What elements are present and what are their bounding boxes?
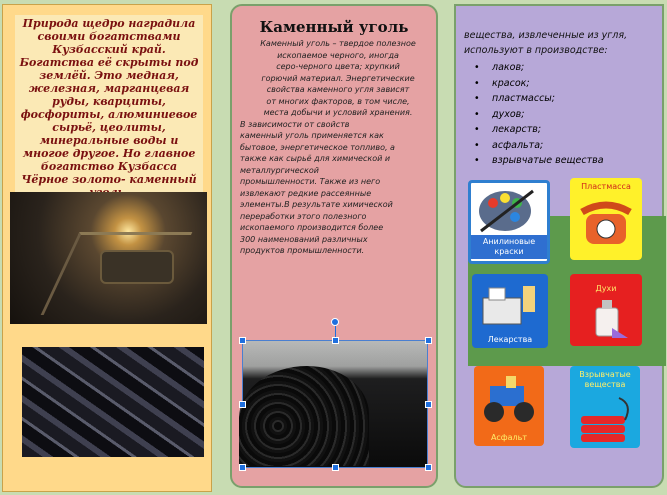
coal-line: бытовое, энергетическое топливо, а: [240, 142, 395, 152]
list-item: • асфальта;: [462, 138, 604, 154]
coal-line: Каменный уголь – твердое полезное: [260, 39, 416, 48]
list-item: • духов;: [462, 107, 604, 123]
products-intro: вещества, извлеченные из угля, используют в производстве:: [464, 30, 628, 56]
coal-closeup-photo: [22, 347, 204, 457]
list-item: • лаков;: [462, 60, 604, 76]
tile-plastic-label: Пластмасса: [581, 182, 631, 191]
resize-handle-right[interactable]: [425, 401, 432, 408]
tile-asphalt-label: Асфальт: [490, 433, 528, 442]
coal-line: продуктов промышленности.: [240, 246, 365, 255]
coal-line: также как сырьё для химической и: [240, 154, 391, 163]
coal-line: свойства каменного угля зависят: [266, 85, 410, 94]
perfume-bottle-icon: [576, 294, 636, 344]
kuzbass-intro-text: Природа щедро наградила своими богатствами Кузбасский край. Богатства её скрыты под землёй. Это медная, железная, марганцевая руды, кварциты, фосфориты, алюминиевое сырьё, цеолиты, минеральные воды и многое другое. Но главное богатство Кузбасса Чёрное золото- каменный: [15, 15, 203, 201]
panel-products: [454, 4, 664, 488]
tile-aniline-paints: [468, 180, 550, 264]
tile-medicines-label: Лекарства: [487, 335, 533, 344]
coal-line: элементы.В результате химической: [240, 200, 393, 209]
coal-mound: [239, 366, 369, 466]
products-list: [462, 60, 604, 169]
tile-perfume-label: Духи: [595, 284, 617, 293]
coal-line: переработки этого полезного: [240, 211, 367, 221]
list-item: • красок;: [462, 76, 604, 92]
coal-line: ископаемое черного, иногда: [277, 50, 399, 60]
mine-photo: [10, 192, 207, 324]
mining-machine: [100, 250, 174, 284]
coal-line: 300 наименований различных: [240, 234, 368, 244]
coal-line: В зависимости от свойств: [240, 119, 350, 129]
panel-coal: [230, 4, 438, 488]
dynamite-icon: [575, 394, 635, 444]
resize-handle-bottom-right[interactable]: [425, 464, 432, 471]
coal-line: извлекают редкие рассеянные: [240, 188, 372, 198]
road-roller-icon: [476, 370, 542, 430]
tile-explosives: [570, 366, 640, 448]
resize-handle-top[interactable]: [332, 337, 339, 344]
coal-line: серо-черного цвета; хрупкий: [276, 62, 400, 71]
coal-description: [240, 38, 436, 257]
list-item: • взрывчатые вещества: [462, 153, 604, 169]
tile-asphalt: [474, 366, 544, 446]
resize-handle-bottom-left[interactable]: [239, 464, 246, 471]
list-item: • пластмассы;: [462, 91, 604, 107]
tile-plastic: [570, 178, 642, 260]
list-item: • лекарств;: [462, 122, 604, 138]
coal-line: от многих факторов, в том числе,: [266, 96, 410, 106]
resize-handle-top-right[interactable]: [425, 337, 432, 344]
rotate-handle[interactable]: [331, 318, 339, 326]
tile-aniline-label: Анилиновые краски: [471, 235, 547, 259]
coal-line: ископаемого производится более: [240, 223, 384, 232]
coal-line: места добычи и условий хранения.: [263, 108, 413, 117]
resize-handle-bottom[interactable]: [332, 464, 339, 471]
tile-medicines: [472, 274, 548, 348]
coal-line: металлургической: [240, 165, 319, 175]
coal-pile-photo[interactable]: [242, 340, 428, 468]
panel-kuzbass: [2, 4, 212, 492]
telephone-icon: [576, 196, 636, 256]
pharmacy-icon: [475, 280, 545, 330]
resize-handle-top-left[interactable]: [239, 337, 246, 344]
coal-title: Каменный уголь: [259, 18, 409, 36]
palette-icon: [471, 183, 547, 243]
coal-line: каменный уголь применяется как: [240, 131, 384, 140]
tile-explosives-label: Взрывчатые вещества: [579, 370, 631, 389]
resize-handle-left[interactable]: [239, 401, 246, 408]
coal-line: горючий материал. Энергетические: [261, 73, 415, 83]
tile-perfume: [570, 274, 642, 346]
coal-line: промышленности. Также из него: [240, 177, 381, 186]
